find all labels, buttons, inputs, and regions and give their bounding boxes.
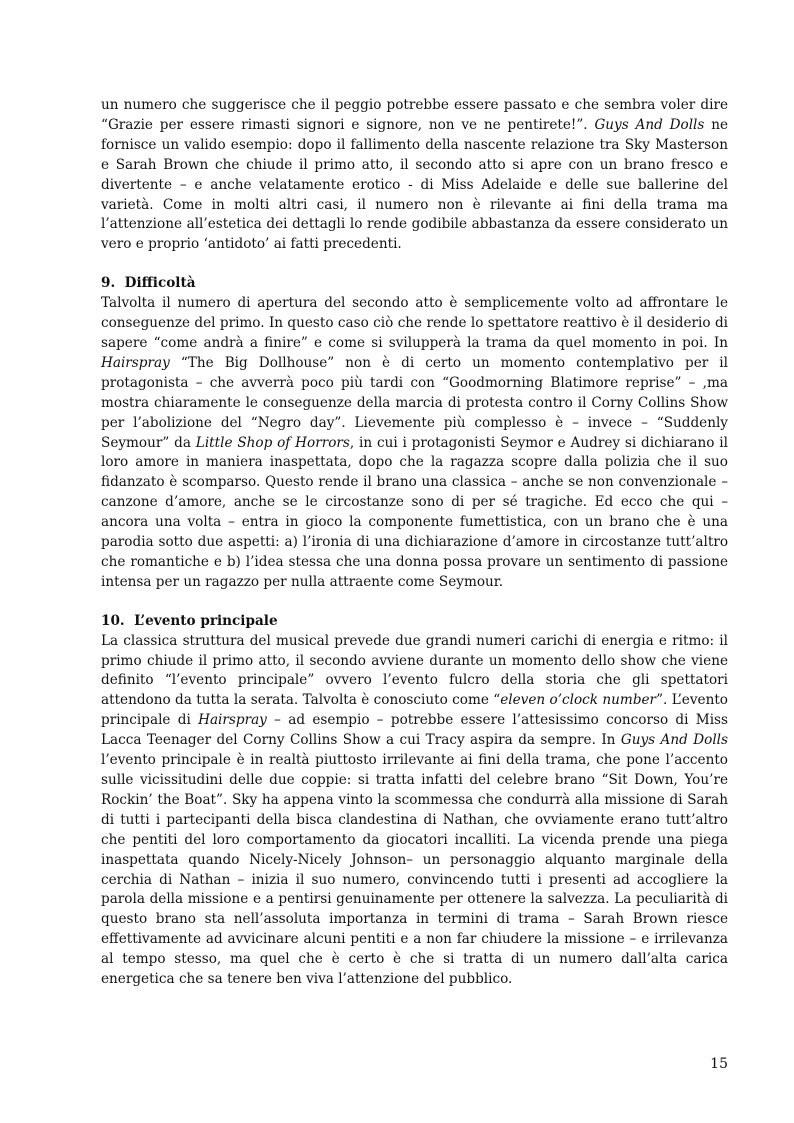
- text-run: un numero che suggerisce che il peggio potrebbe essere passato e che sembra voler dire “Grazie per essere rimasti signori e signore, non ve ne pentirete!”.: [101, 97, 728, 133]
- text-run: ne fornisce un valido esempio: dopo il fallimento della nascente relazione tra Sky Masterson e Sarah Brown che chiude il primo atto, il secondo atto si apre con un brano fresco e divertente – e anche velatamente erotico - di Miss Adelaide e delle sue ballerine del varietà. Come in molti altri casi, il numero non è rilevante ai fini della trama ma l’attenzione all’estetica dei dettagli lo rende godibile abbastanza da essere considerato un vero e proprio ‘antidoto’ ai fatti precedenti.: [101, 116, 728, 253]
- intro-paragraph: [101, 96, 728, 255]
- section-number: 9.: [101, 275, 116, 292]
- section-title: Difficoltà: [124, 275, 196, 292]
- text-run: Talvolta il numero di apertura del secondo atto è semplicemente volto ad affrontare le conseguenze del primo. In questo caso ciò che rende lo spettatore reattivo è il desiderio di sapere “come andrà a finire” e come si svilupperà la trama da quel momento in poi. In: [101, 295, 728, 351]
- text-run: “The Big Dollhouse” non è di certo un momento contemplativo per il protagonista – che avverrà poco più tardi con “Goodmorning Blatimore reprise” – ,ma mostra chiaramente le conseguenze della marcia di protesta contro il Corny Collins Show per l’abolizione del “Negro day”. Lievemente più complesso è – invece – “Suddenly Seymour” da: [101, 354, 728, 451]
- italic-title: Guys And Dolls: [620, 732, 728, 749]
- section-number: 10.: [101, 612, 125, 629]
- text-run: ”. L’evento principale di: [101, 692, 728, 729]
- text-run: l’evento principale è in realtà piuttosto irrilevante ai fini della trama, che pone l’accento sulle vicissitudini delle due coppie: si tratta infatti del celebre brano “Sit Down, You’re Rockin’ the Boat”. Sky ha appena vinto la scommessa che condurrà alla missione di Sarah di tutti i partecipanti della bisca clandestina di Nathan, che ovviamente erano tutt’altro che pentiti del loro comportamento da giocatori incalliti. La vicenda prende una piega inaspettata quando Nicely-Nicely Johnson– un personaggio alquanto marginale della cerchia di Nathan – inizia il suo numero, convincendo tutti i presenti ad accogliere la parola della missione e a pentirsi genuinamente per ottenere la salvezza. La peculiarità di questo brano sta nell’assoluta importanza in termini di trama – Sarah Brown riesce effettivamente ad avvicinare alcuni pentiti e a non far chiudere la missione – e irrilevanza al tempo stesso, ma quel che è certo è che si tratta di un numero dall’alta carica energetica che sa tenere ben viva l’attenzione del pubblico.: [101, 752, 728, 988]
- text-run: La classica struttura del musical prevede due grandi numeri carichi di energia e ritmo: il primo chiude il primo atto, il secondo avviene durante un momento dello show che viene definito “l’evento principale” ovvero l’evento fulcro della storia che gli spettatori attendono da tutta la serata. Talvolta è conosciuto come “: [101, 632, 728, 709]
- section-9-paragraph: [101, 294, 728, 593]
- italic-title: eleven o’clock number: [500, 692, 657, 709]
- text-run: , in cui i protagonisti Seymor e Audrey si dichiarano il loro amore in maniera inaspettata, dopo che la ragazza scopre dalla polizia che il suo fidanzato è scomparso. Questo rende il brano una classica – anche se non convenzionale – canzone d’amore, anche se le circostanze sono di per sé tragiche. Ed ecco che qui – ancora una volta – entra in gioco la componente fumettistica, con un brano che è una parodia sotto due aspetti: a) l’ironia di una dichiarazione d’amore in circostanze tutt’altro che romantiche e b) l’idea stessa che una donna possa provare un sentimento di passione intensa per un ragazzo per nulla attraente come Seymour.: [101, 434, 728, 590]
- section-10-paragraph: [101, 632, 728, 990]
- italic-title: Hairspray: [101, 354, 170, 371]
- page-body: [101, 96, 728, 990]
- italic-title: Hairspray: [198, 712, 267, 729]
- text-run: – ad esempio – potrebbe essere l’attesissimo concorso di Miss Lacca Teenager del Corny Collins Show a cui Tracy aspira da sempre. In: [101, 712, 728, 749]
- section-title: L’evento principale: [134, 612, 278, 629]
- italic-title: Little Shop of Horrors: [195, 434, 350, 451]
- section-heading-9: [101, 274, 728, 294]
- italic-title: Guys And Dolls: [594, 116, 705, 133]
- section-heading-10: [101, 612, 728, 632]
- page-number: 15: [710, 1056, 728, 1072]
